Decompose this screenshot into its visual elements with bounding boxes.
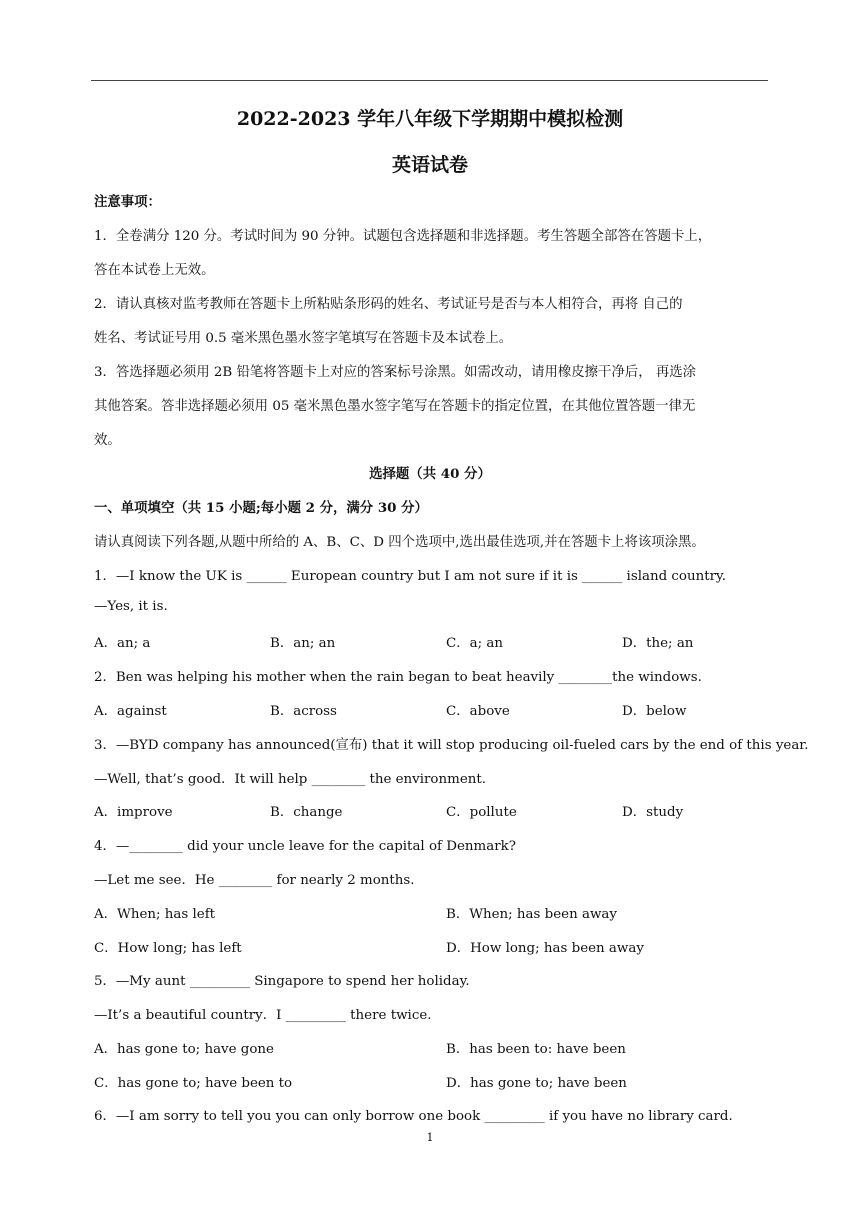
option-d: D．How long; has been away xyxy=(446,941,644,956)
option-a: A．an; a xyxy=(94,636,151,651)
notes-line: 1．全卷满分 120 分。考试时间为 90 分钟。试题包含选择题和非选择题。考生答题全部答在答题卡上， xyxy=(94,229,712,244)
option-c: C．above xyxy=(446,704,510,719)
question-stem: 3．—BYD company has announced(宣布) that it will stop producing oil-fueled cars by the end of this year. xyxy=(94,738,809,753)
question-stem: —Yes, it is. xyxy=(94,599,168,614)
exam-subtitle: 英语试卷 xyxy=(391,154,468,176)
exam-title: 2022-2023 学年八年级下学期期中模拟检测 xyxy=(236,108,624,130)
page-number: 1 xyxy=(426,1131,434,1144)
notes-heading: 注意事项： xyxy=(94,194,161,210)
option-a: A．against xyxy=(94,704,167,719)
question-stem: 4．—________ did your uncle leave for the capital of Denmark? xyxy=(94,839,516,854)
option-d: D．study xyxy=(622,805,684,820)
question-stem: 1．—I know the UK is ______ European country but I am not sure if it is ______ island country. xyxy=(94,569,727,584)
option-b: B．has been to: have been xyxy=(446,1042,626,1057)
option-b: B．an; an xyxy=(270,636,336,651)
option-b: B．change xyxy=(270,805,343,820)
option-b: B．When; has been away xyxy=(446,907,617,922)
notes-line: 答在本试卷上无效。 xyxy=(94,263,215,278)
option-b: B．across xyxy=(270,704,337,719)
question-stem: —Well, that’s good．It will help ________ the environment. xyxy=(94,772,487,787)
notes-line: 3．答选择题必须用 2B 铅笔将答题卡上对应的答案标号涂黑。如需改动，请用橡皮擦干净后， 再选涂 xyxy=(94,365,697,380)
notes-line: 2．请认真核对监考教师在答题卡上所粘贴条形码的姓名、考试证号是否与本人相符合，再将 自己的 xyxy=(94,297,683,312)
section-title: 选择题（共 40 分） xyxy=(369,466,491,482)
option-a: A．When; has left xyxy=(94,907,216,922)
option-d: D．below xyxy=(622,704,687,719)
top-rule xyxy=(91,80,768,81)
notes-line: 其他答案。答非选择题必须用 05 毫米黑色墨水签字笔写在答题卡的指定位置，在其他位置答题一律无 xyxy=(94,399,696,414)
question-stem: —Let me see．He ________ for nearly 2 months. xyxy=(94,873,415,888)
option-c: C．pollute xyxy=(446,805,517,820)
option-d: D．has gone to; have been xyxy=(446,1076,627,1091)
option-a: A．has gone to; have gone xyxy=(94,1042,274,1057)
question-stem: 6．—I am sorry to tell you you can only borrow one book _________ if you have no library card. xyxy=(94,1109,733,1124)
notes-line: 姓名、考试证号用 0.5 毫米黑色墨水签字笔填写在答题卡及本试卷上。 xyxy=(94,331,513,346)
option-c: C．has gone to; have been to xyxy=(94,1076,293,1091)
question-stem: 2．Ben was helping his mother when the rain began to beat heavily ________the windows. xyxy=(94,670,702,685)
part-title: 一、单项填空（共 15 小题;每小题 2 分，满分 30 分） xyxy=(94,500,428,516)
option-c: C．a; an xyxy=(446,636,503,651)
notes-line: 效。 xyxy=(94,433,121,448)
question-stem: —It’s a beautiful country．I _________ there twice. xyxy=(94,1008,432,1023)
option-a: A．improve xyxy=(94,805,173,820)
option-c: C．How long; has left xyxy=(94,941,242,956)
instruction: 请认真阅读下列各题,从题中所给的 A、B、C、D 四个选项中,选出最佳选项,并在答题卡上将该项涂黑。 xyxy=(94,535,705,550)
option-d: D．the; an xyxy=(622,636,694,651)
question-stem: 5．—My aunt _________ Singapore to spend her holiday. xyxy=(94,974,470,989)
